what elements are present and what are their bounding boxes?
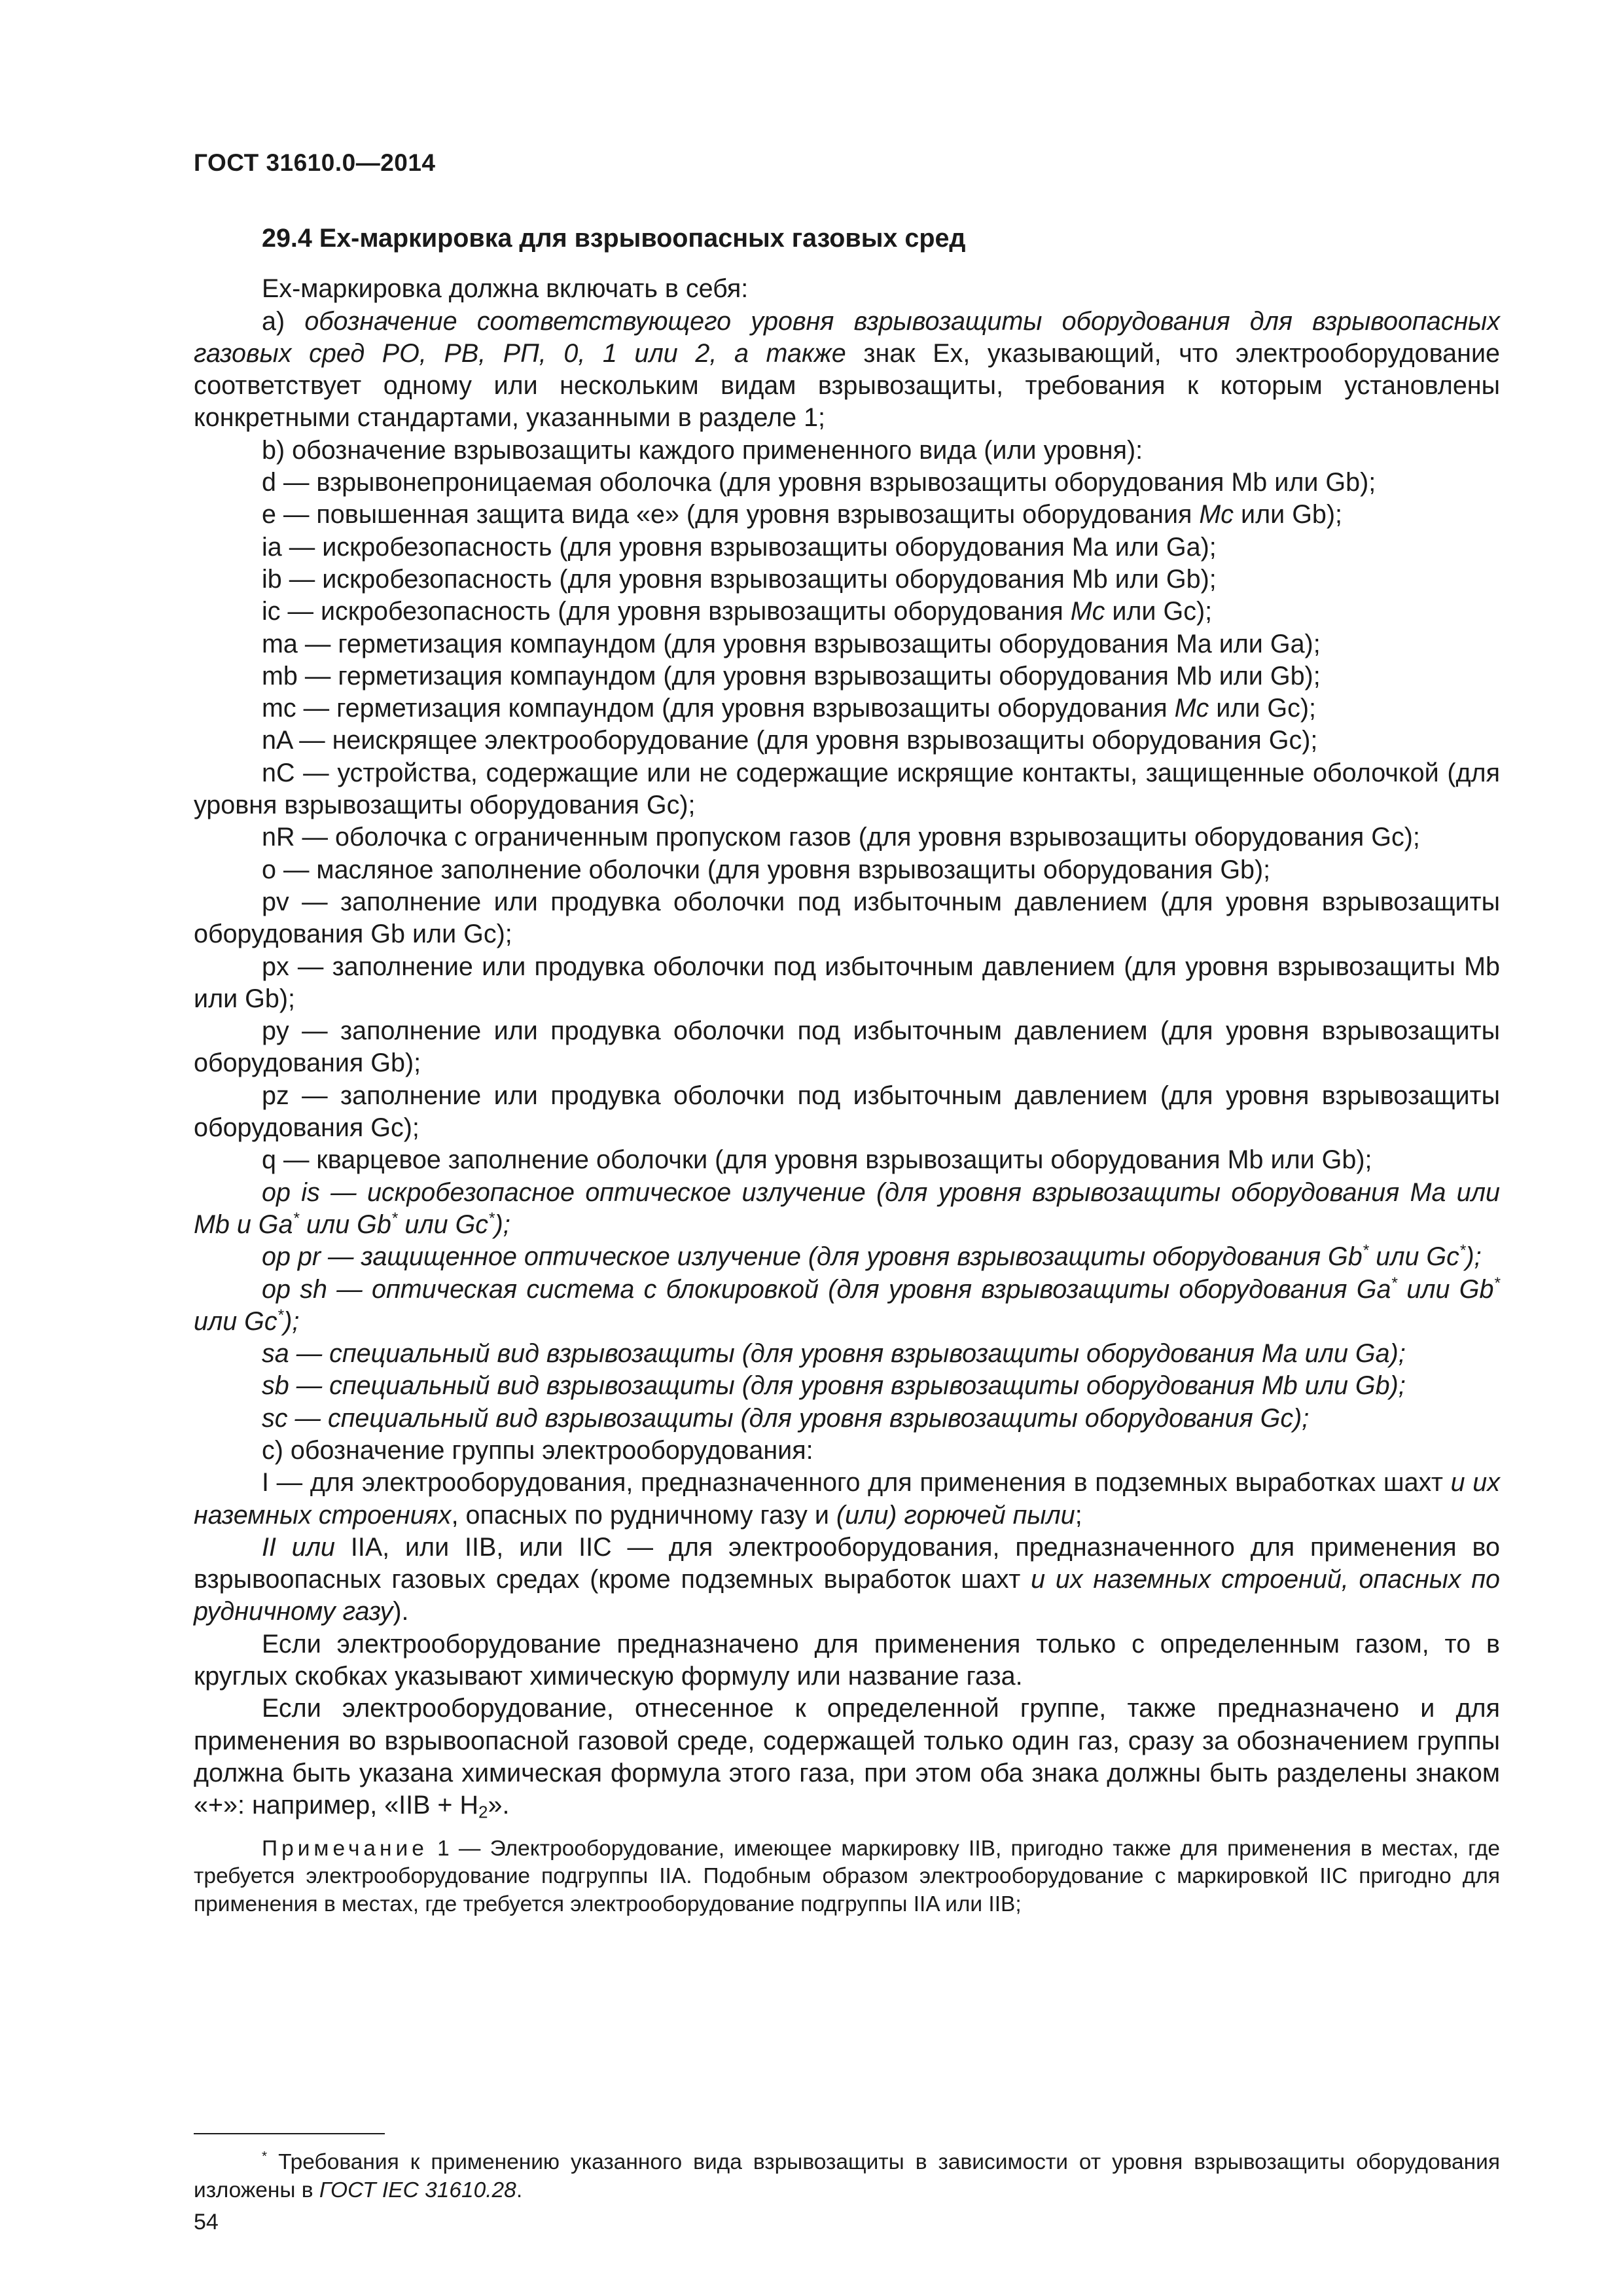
footnote-divider (194, 2133, 385, 2134)
mark-ia: ia — искробезопасность (для уровня взрывозащиты оборудования Ma или Ga); (262, 532, 1217, 562)
mark-py: py — заполнение или продувка оболочки под избыточным давлением (для уровня взрывозащиты оборудования Gb); (194, 1016, 1500, 1078)
footnote: * Требования к применению указанного вида взрывозащиты в зависимости от уровня взрывозащиты оборудования изложены в ГОСТ IEC 31610.28. (194, 2149, 1500, 2202)
item-c: c) обозначение группы электрооборудования: (262, 1435, 813, 1465)
mark-nR: nR — оболочка с ограниченным пропуском газов (для уровня взрывозащиты оборудования Gc); (262, 823, 1420, 852)
mark-nC: nC — устройства, содержащие или не содержащие искрящие контакты, защищенные оболочкой (для уровня взрывозащиты оборудования Gc); (194, 758, 1500, 820)
mark-e: e — повышенная защита вида «e» (для уровня взрывозащиты оборудования Mc или Gb); (262, 500, 1343, 529)
footnote-marker: * (1493, 1274, 1500, 1292)
footnote-marker: * (293, 1209, 300, 1227)
mark-px: px — заполнение или продувка оболочки под избыточным давлением (для уровня взрывозащиты Mb или Gb); (194, 952, 1500, 1013)
paragraph-single-gas: Если электрооборудование предназначено для применения только с определенным газом, то в круглых скобках указывают химическую формулу или название газа. (194, 1629, 1500, 1691)
mark-sc: sc — специальный вид взрывозащиты (для уровня взрывозащиты оборудования Gc); (262, 1403, 1310, 1433)
note-1: Примечание 1 — Электрооборудование, имеющее маркировку IIB, пригодно также для применения в местах, где требуется электрооборудование подгруппы IIA. Подобным образом электрооборудование с маркировкой IIC пригодно для применения в местах, где требуется электрооборудование подгруппы IIA или IIB; (194, 1836, 1500, 1916)
footnote-marker: * (488, 1209, 495, 1227)
mark-op-pr: op pr — защищенное оптическое излучение (для уровня взрывозащиты оборудования Gb* или Gc*); (262, 1242, 1482, 1272)
mark-pz: pz — заполнение или продувка оболочки под избыточным давлением (для уровня взрывозащиты оборудования Gc); (194, 1081, 1500, 1143)
mark-mb: mb — герметизация компаундом (для уровня взрывозащиты оборудования Mb или Gb); (262, 661, 1321, 691)
footnote-marker: * (277, 1306, 284, 1324)
mark-pv: pv — заполнение или продувка оболочки под избыточным давлением (для уровня взрывозащиты оборудования Gb или Gc); (194, 887, 1500, 949)
footnote-marker: * (391, 1209, 398, 1227)
mark-ma: ma — герметизация компаундом (для уровня взрывозащиты оборудования Ma или Ga); (262, 629, 1321, 658)
intro-paragraph: Ех-маркировка должна включать в себя: (262, 274, 749, 304)
group-II: II или IIA, или IIB, или IIC — для электрооборудования, предназначенного для применения во взрывоопасных газовых средах (кроме подземных выработок шахт и их наземных строений, опасных по рудничному газу). (194, 1532, 1500, 1626)
group-I: I — для электрооборудования, предназначенного для применения в подземных выработках шахт и их наземных строениях, опасных по рудничному газу и (или) горючей пыли; (194, 1468, 1500, 1530)
mark-q: q — кварцевое заполнение оболочки (для уровня взрывозащиты оборудования Mb или Gb); (262, 1145, 1372, 1175)
mark-op-sh: op sh — оптическая система с блокировкой (для уровня взрывозащиты оборудования Ga* или Gb* или Gc*); (194, 1274, 1500, 1336)
mark-d: d — взрывонепроницаемая оболочка (для уровня взрывозащиты оборудования Mb или Gb); (262, 468, 1376, 497)
mark-o: o — масляное заполнение оболочки (для уровня взрывозащиты оборудования Gb); (262, 855, 1271, 884)
mark-sb: sb — специальный вид взрывозащиты (для уровня взрывозащиты оборудования Mb или Gb); (262, 1371, 1406, 1401)
paragraph-group-gas: Если электрооборудование, отнесенное к определенной группе, также предназначено и для применения во взрывоопасной газовой среде, содержащей только один газ, сразу за обозначением группы должна быть указана химическая формула этого газа, при этом оба знака должны быть разделены знаком «+»: например, «IIB + $H_2$». (194, 1694, 1500, 1822)
footnote-reference: ГОСТ IEC 31610.28 (319, 2178, 516, 2202)
mark-op-is: op is — искробезопасное оптическое излучение (для уровня взрывозащиты оборудования Ma или Mb и Ga* или Gb* или Gc*); (194, 1177, 1500, 1239)
footnote-marker: * (1459, 1242, 1466, 1260)
mark-nA: nA — неискрящее электрооборудование (для уровня взрывозащиты оборудования Gc); (262, 726, 1318, 755)
document-header: ГОСТ 31610.0—2014 (194, 149, 436, 176)
page-body (194, 223, 1500, 1941)
footnote-marker: * (1362, 1242, 1369, 1260)
item-b: b) обозначение взрывозащиты каждого примененного вида (или уровня): (262, 435, 1143, 465)
mark-sa: sa — специальный вид взрывозащиты (для уровня взрывозащиты оборудования Ma или Ga); (262, 1339, 1406, 1369)
mark-ic: ic — искробезопасность (для уровня взрывозащиты оборудования Mc или Gc); (262, 597, 1213, 626)
page-number: 54 (194, 2210, 219, 2234)
mark-ib: ib — искробезопасность (для уровня взрывозащиты оборудования Mb или Gb); (262, 564, 1217, 594)
note-label: Примечание (262, 1836, 428, 1861)
footnote-marker: * (262, 2149, 268, 2164)
mark-mc: mc — герметизация компаундом (для уровня взрывозащиты оборудования Mc или Gc); (262, 694, 1317, 723)
item-a: a) обозначение соответствующего уровня взрывозащиты оборудования для взрывоопасных газовых сред РО, РВ, РП, 0, 1 или 2, а также знак Ex, указывающий, что электрооборудование соответствует одному или нескольким видам взрывозащиты, требования к которым установлены конкретными стандартами, указанными в разделе 1; (194, 306, 1500, 433)
section-title: 29.4 Ех-маркировка для взрывоопасных газовых сред (262, 224, 966, 253)
footnote-marker: * (1391, 1274, 1397, 1292)
